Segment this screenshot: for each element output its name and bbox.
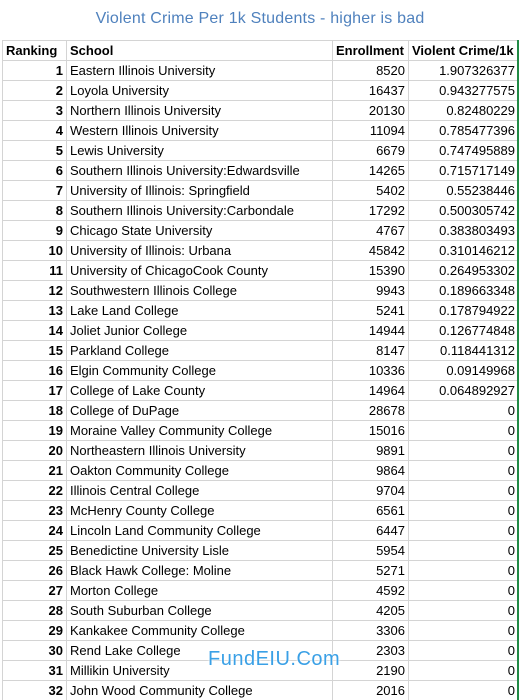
cell-school: Loyola University — [67, 81, 333, 101]
cell-enrollment: 11094 — [333, 121, 409, 141]
cell-school: Northeastern Illinois University — [67, 441, 333, 461]
cell-school: College of Lake County — [67, 381, 333, 401]
cell-enrollment: 4592 — [333, 581, 409, 601]
cell-ranking: 27 — [3, 581, 67, 601]
cell-school: Oakton Community College — [67, 461, 333, 481]
table-row — [3, 61, 519, 81]
cell-enrollment: 2190 — [333, 661, 409, 681]
cell-enrollment: 45842 — [333, 241, 409, 261]
table-row — [3, 81, 519, 101]
table-row — [3, 101, 519, 121]
cell-school: College of DuPage — [67, 401, 333, 421]
cell-ranking: 26 — [3, 561, 67, 581]
cell-violent-crime: 0.064892927 — [409, 381, 519, 401]
cell-enrollment: 14964 — [333, 381, 409, 401]
cell-violent-crime: 0 — [409, 501, 519, 521]
table-row — [3, 561, 519, 581]
cell-ranking: 2 — [3, 81, 67, 101]
table-row — [3, 461, 519, 481]
table-row — [3, 181, 519, 201]
table-row — [3, 621, 519, 641]
header-ranking: Ranking — [3, 41, 67, 61]
cell-violent-crime: 0 — [409, 601, 519, 621]
cell-enrollment: 2303 — [333, 641, 409, 661]
table-row — [3, 261, 519, 281]
cell-school: Moraine Valley Community College — [67, 421, 333, 441]
cell-enrollment: 15016 — [333, 421, 409, 441]
cell-violent-crime: 0.310146212 — [409, 241, 519, 261]
cell-ranking: 6 — [3, 161, 67, 181]
table-row — [3, 221, 519, 241]
cell-ranking: 10 — [3, 241, 67, 261]
cell-school: Morton College — [67, 581, 333, 601]
table-row — [3, 141, 519, 161]
cell-enrollment: 6447 — [333, 521, 409, 541]
cell-violent-crime: 0.118441312 — [409, 341, 519, 361]
watermark-text: FundEIU.Com — [208, 648, 341, 670]
cell-ranking: 31 — [3, 661, 67, 681]
cell-school: Rend Lake College — [67, 641, 333, 661]
cell-school: Northern Illinois University — [67, 101, 333, 121]
table-row — [3, 501, 519, 521]
cell-violent-crime: 0 — [409, 621, 519, 641]
cell-violent-crime: 0.189663348 — [409, 281, 519, 301]
cell-enrollment: 4767 — [333, 221, 409, 241]
cell-enrollment: 6679 — [333, 141, 409, 161]
table-row — [3, 201, 519, 221]
cell-violent-crime: 0 — [409, 641, 519, 661]
cell-school: Joliet Junior College — [67, 321, 333, 341]
cell-enrollment: 17292 — [333, 201, 409, 221]
cell-school: University of ChicagoCook County — [67, 261, 333, 281]
cell-school: Black Hawk College: Moline — [67, 561, 333, 581]
cell-ranking: 7 — [3, 181, 67, 201]
table-row — [3, 241, 519, 261]
header-enrollment: Enrollment — [333, 41, 409, 61]
cell-enrollment: 14265 — [333, 161, 409, 181]
cell-enrollment: 5271 — [333, 561, 409, 581]
cell-ranking: 8 — [3, 201, 67, 221]
cell-school: John Wood Community College — [67, 681, 333, 700]
cell-school: Illinois Central College — [67, 481, 333, 501]
cell-violent-crime: 0 — [409, 561, 519, 581]
cell-violent-crime: 0.785477396 — [409, 121, 519, 141]
cell-enrollment: 5241 — [333, 301, 409, 321]
cell-ranking: 16 — [3, 361, 67, 381]
cell-ranking: 20 — [3, 441, 67, 461]
cell-ranking: 1 — [3, 61, 67, 81]
cell-enrollment: 9864 — [333, 461, 409, 481]
cell-enrollment: 20130 — [333, 101, 409, 121]
cell-school: Southern Illinois University:Edwardsville — [67, 161, 333, 181]
cell-school: Eastern Illinois University — [67, 61, 333, 81]
cell-violent-crime: 0.126774848 — [409, 321, 519, 341]
cell-enrollment: 28678 — [333, 401, 409, 421]
table-row — [3, 121, 519, 141]
cell-violent-crime: 0 — [409, 661, 519, 681]
cell-school: Chicago State University — [67, 221, 333, 241]
cell-school: Southern Illinois University:Carbondale — [67, 201, 333, 221]
cell-ranking: 19 — [3, 421, 67, 441]
table-row — [3, 161, 519, 181]
cell-ranking: 9 — [3, 221, 67, 241]
cell-enrollment: 4205 — [333, 601, 409, 621]
table-row — [3, 321, 519, 341]
cell-ranking: 25 — [3, 541, 67, 561]
cell-ranking: 5 — [3, 141, 67, 161]
cell-violent-crime: 0 — [409, 441, 519, 461]
cell-enrollment: 15390 — [333, 261, 409, 281]
cell-violent-crime: 0 — [409, 461, 519, 481]
cell-violent-crime: 0 — [409, 481, 519, 501]
cell-school: Millikin University — [67, 661, 333, 681]
cell-enrollment: 16437 — [333, 81, 409, 101]
cell-school: Western Illinois University — [67, 121, 333, 141]
table-row — [3, 521, 519, 541]
table-row — [3, 541, 519, 561]
cell-violent-crime: 0.82480229 — [409, 101, 519, 121]
cell-violent-crime: 0.747495889 — [409, 141, 519, 161]
table-row — [3, 421, 519, 441]
cell-enrollment: 9891 — [333, 441, 409, 461]
cell-enrollment: 5954 — [333, 541, 409, 561]
table-row — [3, 381, 519, 401]
cell-school: Lincoln Land Community College — [67, 521, 333, 541]
cell-enrollment: 2016 — [333, 681, 409, 700]
crime-table — [2, 40, 518, 700]
cell-violent-crime: 0.715717149 — [409, 161, 519, 181]
cell-violent-crime: 0.09149968 — [409, 361, 519, 381]
cell-enrollment: 9943 — [333, 281, 409, 301]
cell-ranking: 15 — [3, 341, 67, 361]
cell-ranking: 18 — [3, 401, 67, 421]
cell-enrollment: 14944 — [333, 321, 409, 341]
cell-school: University of Illinois: Urbana — [67, 241, 333, 261]
table-row — [3, 401, 519, 421]
table-row — [3, 301, 519, 321]
cell-school: Elgin Community College — [67, 361, 333, 381]
cell-ranking: 30 — [3, 641, 67, 661]
cell-violent-crime: 0 — [409, 401, 519, 421]
cell-violent-crime: 0 — [409, 581, 519, 601]
table-row — [3, 581, 519, 601]
table-row — [3, 601, 519, 621]
cell-ranking: 17 — [3, 381, 67, 401]
table-row — [3, 441, 519, 461]
cell-school: Lewis University — [67, 141, 333, 161]
cell-ranking: 23 — [3, 501, 67, 521]
cell-violent-crime: 1.907326377 — [409, 61, 519, 81]
sheet-edge — [517, 40, 519, 700]
cell-violent-crime: 0 — [409, 681, 519, 700]
cell-violent-crime: 0.55238446 — [409, 181, 519, 201]
cell-ranking: 24 — [3, 521, 67, 541]
cell-ranking: 4 — [3, 121, 67, 141]
cell-violent-crime: 0 — [409, 541, 519, 561]
cell-violent-crime: 0.943277575 — [409, 81, 519, 101]
cell-enrollment: 8520 — [333, 61, 409, 81]
cell-ranking: 28 — [3, 601, 67, 621]
cell-violent-crime: 0 — [409, 421, 519, 441]
header-school: School — [67, 41, 333, 61]
cell-enrollment: 8147 — [333, 341, 409, 361]
cell-ranking: 12 — [3, 281, 67, 301]
cell-violent-crime: 0.178794922 — [409, 301, 519, 321]
cell-school: McHenry County College — [67, 501, 333, 521]
cell-ranking: 13 — [3, 301, 67, 321]
cell-enrollment: 3306 — [333, 621, 409, 641]
cell-school: Parkland College — [67, 341, 333, 361]
cell-school: Kankakee Community College — [67, 621, 333, 641]
header-row — [3, 41, 519, 61]
cell-violent-crime: 0 — [409, 521, 519, 541]
cell-violent-crime: 0.383803493 — [409, 221, 519, 241]
cell-ranking: 3 — [3, 101, 67, 121]
cell-school: Lake Land College — [67, 301, 333, 321]
table-row — [3, 281, 519, 301]
chart-title: Violent Crime Per 1k Students - higher is bad — [95, 10, 425, 27]
cell-school: University of Illinois: Springfield — [67, 181, 333, 201]
table-row — [3, 481, 519, 501]
cell-enrollment: 10336 — [333, 361, 409, 381]
cell-ranking: 21 — [3, 461, 67, 481]
cell-ranking: 14 — [3, 321, 67, 341]
header-violent-crime: Violent Crime/1k — [409, 41, 519, 61]
cell-school: South Suburban College — [67, 601, 333, 621]
cell-ranking: 32 — [3, 681, 67, 700]
cell-violent-crime: 0.500305742 — [409, 201, 519, 221]
table-body — [3, 61, 519, 700]
cell-ranking: 11 — [3, 261, 67, 281]
table-row — [3, 341, 519, 361]
cell-school: Southwestern Illinois College — [67, 281, 333, 301]
cell-enrollment: 5402 — [333, 181, 409, 201]
table-row — [3, 361, 519, 381]
cell-school: Benedictine University Lisle — [67, 541, 333, 561]
cell-enrollment: 6561 — [333, 501, 409, 521]
spreadsheet-table-container — [2, 40, 518, 700]
cell-violent-crime: 0.264953302 — [409, 261, 519, 281]
cell-ranking: 29 — [3, 621, 67, 641]
table-row — [3, 681, 519, 700]
cell-ranking: 22 — [3, 481, 67, 501]
cell-enrollment: 9704 — [333, 481, 409, 501]
